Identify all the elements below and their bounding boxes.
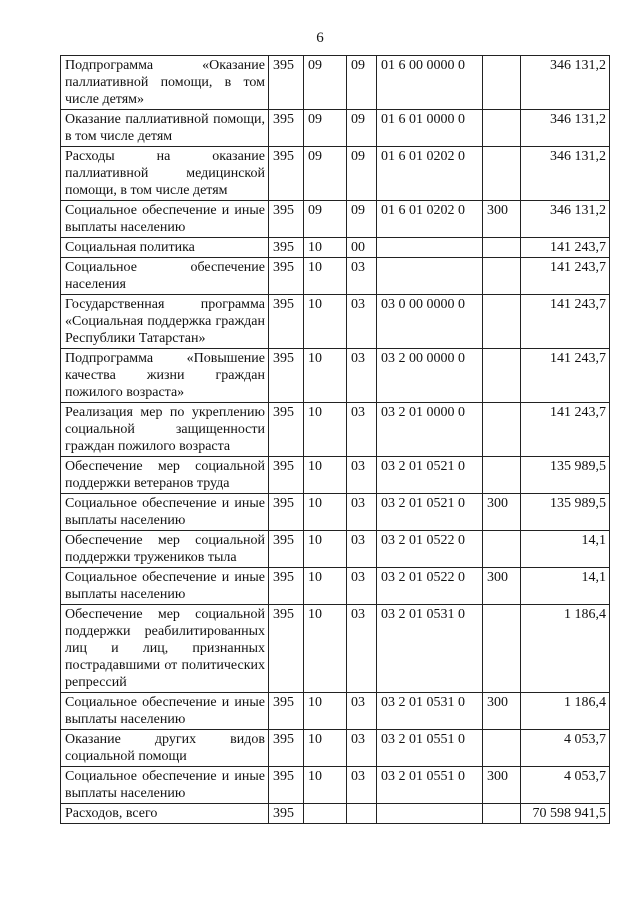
section-code-cell: 10	[304, 730, 347, 767]
table-row	[61, 147, 610, 201]
expense-type-cell	[483, 730, 521, 767]
expense-type-cell	[483, 110, 521, 147]
subsection-code-cell	[347, 804, 377, 824]
table-row	[61, 457, 610, 494]
amount-cell: 1 186,4	[521, 605, 610, 693]
subsection-code-cell: 09	[347, 201, 377, 238]
amount-cell: 135 989,5	[521, 457, 610, 494]
target-article-cell: 03 2 01 0522 0	[377, 568, 483, 605]
expense-type-cell	[483, 804, 521, 824]
row-name-cell: Расходов, всего	[61, 804, 269, 824]
section-code-cell: 10	[304, 403, 347, 457]
row-name-cell: Обеспечение мер социальной поддержки реабилитированных лиц и лиц, признанных пострадавшими от политических репрессий	[61, 605, 269, 693]
table-row	[61, 201, 610, 238]
row-name-cell: Обеспечение мер социальной поддержки тружеников тыла	[61, 531, 269, 568]
budget-table	[60, 55, 610, 824]
row-name-cell: Государственная программа «Социальная поддержка граждан Республики Татарстан»	[61, 295, 269, 349]
row-name-cell: Реализация мер по укреплению социальной защищенности граждан пожилого возраста	[61, 403, 269, 457]
ministry-code-cell: 395	[269, 693, 304, 730]
subsection-code-cell: 03	[347, 730, 377, 767]
subsection-code-cell: 03	[347, 693, 377, 730]
expense-type-cell	[483, 56, 521, 110]
row-name-cell: Социальное обеспечение и иные выплаты населению	[61, 201, 269, 238]
ministry-code-cell: 395	[269, 258, 304, 295]
table-row	[61, 767, 610, 804]
expense-type-cell	[483, 295, 521, 349]
amount-cell: 346 131,2	[521, 201, 610, 238]
expense-type-cell	[483, 349, 521, 403]
table-row	[61, 238, 610, 258]
subsection-code-cell: 03	[347, 349, 377, 403]
ministry-code-cell: 395	[269, 110, 304, 147]
section-code-cell: 10	[304, 693, 347, 730]
ministry-code-cell: 395	[269, 56, 304, 110]
target-article-cell	[377, 804, 483, 824]
amount-cell: 14,1	[521, 531, 610, 568]
amount-cell: 346 131,2	[521, 147, 610, 201]
ministry-code-cell: 395	[269, 730, 304, 767]
amount-cell: 141 243,7	[521, 238, 610, 258]
amount-cell: 14,1	[521, 568, 610, 605]
section-code-cell: 10	[304, 605, 347, 693]
expense-type-cell: 300	[483, 693, 521, 730]
subsection-code-cell: 03	[347, 767, 377, 804]
target-article-cell: 01 6 00 0000 0	[377, 56, 483, 110]
ministry-code-cell: 395	[269, 804, 304, 824]
ministry-code-cell: 395	[269, 605, 304, 693]
row-name-cell: Расходы на оказание паллиативной медицинской помощи, в том числе детям	[61, 147, 269, 201]
section-code-cell: 10	[304, 238, 347, 258]
table-row	[61, 531, 610, 568]
table-row	[61, 568, 610, 605]
amount-cell: 4 053,7	[521, 730, 610, 767]
subsection-code-cell: 09	[347, 56, 377, 110]
row-name-cell: Социальное обеспечение и иные выплаты населению	[61, 568, 269, 605]
subsection-code-cell: 03	[347, 494, 377, 531]
row-name-cell: Социальное обеспечение и иные выплаты населению	[61, 767, 269, 804]
amount-cell: 141 243,7	[521, 349, 610, 403]
ministry-code-cell: 395	[269, 767, 304, 804]
section-code-cell: 10	[304, 568, 347, 605]
ministry-code-cell: 395	[269, 147, 304, 201]
section-code-cell: 09	[304, 201, 347, 238]
subsection-code-cell: 00	[347, 238, 377, 258]
amount-cell: 1 186,4	[521, 693, 610, 730]
subsection-code-cell: 09	[347, 147, 377, 201]
expense-type-cell	[483, 238, 521, 258]
ministry-code-cell: 395	[269, 494, 304, 531]
subsection-code-cell: 03	[347, 258, 377, 295]
target-article-cell: 01 6 01 0202 0	[377, 147, 483, 201]
row-name-cell: Социальная политика	[61, 238, 269, 258]
expense-type-cell	[483, 147, 521, 201]
amount-cell: 141 243,7	[521, 258, 610, 295]
expense-type-cell: 300	[483, 201, 521, 238]
section-code-cell: 10	[304, 494, 347, 531]
table-row	[61, 295, 610, 349]
table-row	[61, 403, 610, 457]
section-code-cell: 09	[304, 56, 347, 110]
row-name-cell: Подпрограмма «Повышение качества жизни граждан пожилого возраста»	[61, 349, 269, 403]
target-article-cell: 03 2 01 0521 0	[377, 457, 483, 494]
expense-type-cell	[483, 457, 521, 494]
subsection-code-cell: 03	[347, 295, 377, 349]
row-name-cell: Социальное обеспечение и иные выплаты населению	[61, 693, 269, 730]
page-number: 6	[316, 30, 324, 46]
target-article-cell: 03 2 00 0000 0	[377, 349, 483, 403]
target-article-cell: 03 2 01 0521 0	[377, 494, 483, 531]
target-article-cell: 03 2 01 0531 0	[377, 605, 483, 693]
row-name-cell: Оказание паллиативной помощи, в том числе детям	[61, 110, 269, 147]
target-article-cell: 01 6 01 0202 0	[377, 201, 483, 238]
table-body	[61, 56, 610, 824]
amount-cell: 141 243,7	[521, 295, 610, 349]
target-article-cell	[377, 238, 483, 258]
table-row	[61, 804, 610, 824]
ministry-code-cell: 395	[269, 238, 304, 258]
subsection-code-cell: 03	[347, 568, 377, 605]
row-name-cell: Социальное обеспечение населения	[61, 258, 269, 295]
expense-type-cell: 300	[483, 568, 521, 605]
table-row	[61, 605, 610, 693]
amount-cell: 346 131,2	[521, 110, 610, 147]
target-article-cell: 03 2 01 0522 0	[377, 531, 483, 568]
table-row	[61, 110, 610, 147]
expense-type-cell	[483, 605, 521, 693]
target-article-cell	[377, 258, 483, 295]
row-name-cell: Оказание других видов социальной помощи	[61, 730, 269, 767]
expense-type-cell	[483, 403, 521, 457]
table-row	[61, 730, 610, 767]
row-name-cell: Социальное обеспечение и иные выплаты населению	[61, 494, 269, 531]
target-article-cell: 03 0 00 0000 0	[377, 295, 483, 349]
ministry-code-cell: 395	[269, 295, 304, 349]
ministry-code-cell: 395	[269, 531, 304, 568]
target-article-cell: 03 2 01 0551 0	[377, 730, 483, 767]
row-name-cell: Обеспечение мер социальной поддержки ветеранов труда	[61, 457, 269, 494]
expense-type-cell: 300	[483, 494, 521, 531]
subsection-code-cell: 03	[347, 403, 377, 457]
expense-type-cell: 300	[483, 767, 521, 804]
table-row	[61, 56, 610, 110]
table-row	[61, 693, 610, 730]
section-code-cell: 10	[304, 531, 347, 568]
section-code-cell	[304, 804, 347, 824]
section-code-cell: 09	[304, 147, 347, 201]
table-row	[61, 349, 610, 403]
row-name-cell: Подпрограмма «Оказание паллиативной помощи, в том числе детям»	[61, 56, 269, 110]
amount-cell: 4 053,7	[521, 767, 610, 804]
ministry-code-cell: 395	[269, 201, 304, 238]
subsection-code-cell: 03	[347, 457, 377, 494]
target-article-cell: 03 2 01 0551 0	[377, 767, 483, 804]
section-code-cell: 10	[304, 457, 347, 494]
subsection-code-cell: 03	[347, 531, 377, 568]
section-code-cell: 10	[304, 767, 347, 804]
target-article-cell: 03 2 01 0531 0	[377, 693, 483, 730]
amount-cell: 135 989,5	[521, 494, 610, 531]
expense-type-cell	[483, 258, 521, 295]
amount-cell: 141 243,7	[521, 403, 610, 457]
target-article-cell: 03 2 01 0000 0	[377, 403, 483, 457]
amount-cell: 70 598 941,5	[521, 804, 610, 824]
ministry-code-cell: 395	[269, 349, 304, 403]
ministry-code-cell: 395	[269, 568, 304, 605]
subsection-code-cell: 09	[347, 110, 377, 147]
section-code-cell: 10	[304, 349, 347, 403]
section-code-cell: 09	[304, 110, 347, 147]
amount-cell: 346 131,2	[521, 56, 610, 110]
table-row	[61, 258, 610, 295]
target-article-cell: 01 6 01 0000 0	[377, 110, 483, 147]
section-code-cell: 10	[304, 295, 347, 349]
section-code-cell: 10	[304, 258, 347, 295]
ministry-code-cell: 395	[269, 457, 304, 494]
table-row	[61, 494, 610, 531]
ministry-code-cell: 395	[269, 403, 304, 457]
expense-type-cell	[483, 531, 521, 568]
subsection-code-cell: 03	[347, 605, 377, 693]
